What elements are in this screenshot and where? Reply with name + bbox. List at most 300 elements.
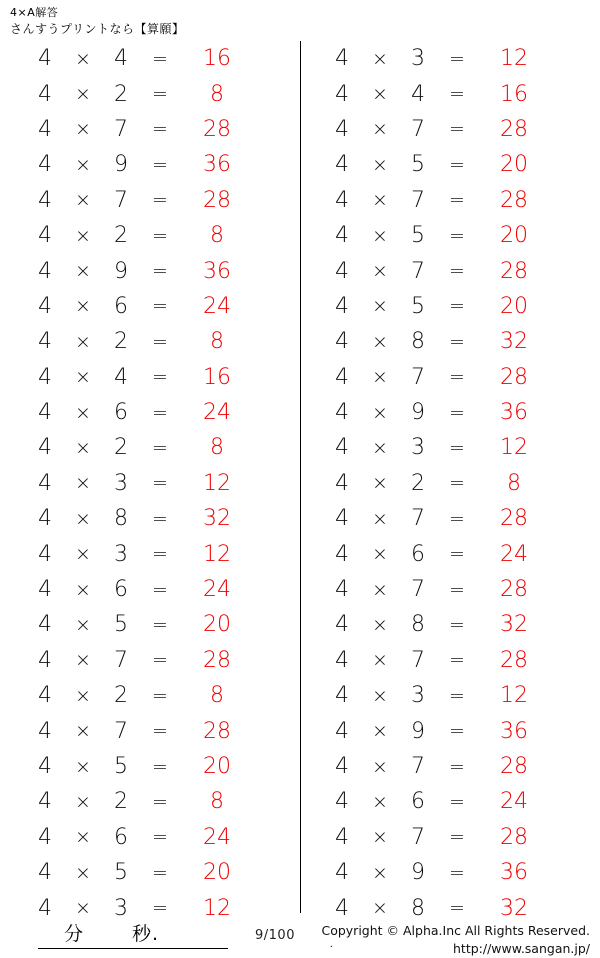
problem-row: [0, 749, 300, 784]
page-number: 9/100: [255, 928, 295, 943]
operand-b: 9: [411, 718, 425, 744]
answer-value: 36: [500, 400, 528, 426]
operand-b: 7: [411, 187, 425, 213]
equals-icon: =: [449, 543, 465, 566]
multiply-icon: ×: [75, 720, 91, 743]
multiply-icon: ×: [372, 578, 388, 601]
answer-value: 12: [500, 683, 528, 709]
operand-a: 4: [335, 187, 349, 213]
operand-a: 4: [38, 860, 52, 886]
operand-a: 4: [335, 470, 349, 496]
problem-row: [0, 607, 300, 642]
operand-b: 8: [411, 895, 425, 921]
answer-value: 36: [500, 718, 528, 744]
equals-icon: =: [152, 436, 168, 459]
answer-value: 12: [203, 541, 231, 567]
equals-icon: =: [152, 578, 168, 601]
operand-b: 6: [114, 824, 128, 850]
equals-icon: =: [449, 295, 465, 318]
operand-a: 4: [38, 506, 52, 532]
equals-icon: =: [152, 861, 168, 884]
operand-a: 4: [335, 364, 349, 390]
operand-b: 9: [114, 258, 128, 284]
answer-value: 24: [500, 789, 528, 815]
operand-b: 5: [114, 612, 128, 638]
operand-a: 4: [335, 435, 349, 461]
multiply-icon: ×: [372, 366, 388, 389]
answer-value: 24: [203, 400, 231, 426]
answer-value: 20: [500, 223, 528, 249]
operand-b: 7: [114, 187, 128, 213]
answer-value: 20: [500, 293, 528, 319]
multiply-icon: ×: [75, 861, 91, 884]
equals-icon: =: [152, 83, 168, 106]
multiply-icon: ×: [372, 755, 388, 778]
problem-row: [301, 572, 600, 607]
equals-icon: =: [449, 507, 465, 530]
multiply-icon: ×: [75, 436, 91, 459]
answer-value: 28: [500, 187, 528, 213]
operand-b: 3: [114, 895, 128, 921]
operand-a: 4: [38, 612, 52, 638]
operand-a: 4: [38, 364, 52, 390]
operand-a: 4: [38, 683, 52, 709]
operand-b: 8: [411, 329, 425, 355]
operand-a: 4: [335, 824, 349, 850]
operand-a: 4: [38, 895, 52, 921]
answer-value: 20: [500, 152, 528, 178]
multiply-icon: ×: [75, 189, 91, 212]
equals-icon: =: [449, 436, 465, 459]
operand-a: 4: [335, 329, 349, 355]
multiply-icon: ×: [372, 83, 388, 106]
answer-value: 28: [500, 754, 528, 779]
multiply-icon: ×: [75, 366, 91, 389]
equals-icon: =: [152, 366, 168, 389]
problem-row: [301, 749, 600, 784]
answer-value: 12: [203, 895, 231, 921]
problem-row: [301, 147, 600, 182]
equals-icon: =: [449, 861, 465, 884]
multiply-icon: ×: [75, 224, 91, 247]
operand-b: 5: [411, 293, 425, 319]
multiply-icon: ×: [75, 684, 91, 707]
multiply-icon: ×: [75, 401, 91, 424]
equals-icon: =: [449, 83, 465, 106]
operand-a: 4: [335, 152, 349, 178]
operand-a: 4: [38, 258, 52, 284]
operand-a: 4: [335, 789, 349, 815]
answer-value: 32: [203, 506, 231, 532]
site-url[interactable]: http://www.sangan.jp/: [453, 941, 590, 957]
minutes-label: 分: [64, 923, 85, 945]
problem-row: [0, 183, 300, 218]
right-column-rows: [301, 41, 600, 926]
answer-value: 28: [500, 116, 528, 142]
operand-b: 7: [411, 364, 425, 390]
problem-row: [301, 395, 600, 430]
problem-row: [301, 607, 600, 642]
problem-row: [301, 218, 600, 253]
problem-row: [0, 713, 300, 748]
problem-row: [0, 678, 300, 713]
operand-b: 7: [411, 647, 425, 673]
multiply-icon: ×: [75, 118, 91, 141]
multiply-icon: ×: [372, 295, 388, 318]
equals-icon: =: [152, 224, 168, 247]
answer-value: 20: [203, 612, 231, 638]
operand-b: 2: [114, 435, 128, 461]
equals-icon: =: [152, 472, 168, 495]
equals-icon: =: [449, 613, 465, 636]
equals-icon: =: [152, 295, 168, 318]
answer-value: 28: [500, 577, 528, 603]
problem-row: [301, 643, 600, 678]
equals-icon: =: [152, 330, 168, 353]
left-column: [0, 41, 300, 921]
multiply-icon: ×: [372, 720, 388, 743]
answer-value: 8: [210, 81, 224, 107]
answer-value: 28: [500, 824, 528, 850]
operand-a: 4: [38, 470, 52, 496]
operand-a: 4: [38, 718, 52, 744]
header-subtitle: さんすうプリントなら【算願】: [10, 21, 185, 36]
problem-row: [301, 289, 600, 324]
multiply-icon: ×: [372, 401, 388, 424]
operand-b: 3: [411, 683, 425, 709]
answer-value: 36: [203, 152, 231, 178]
problem-row: [301, 112, 600, 147]
multiply-icon: ×: [372, 47, 388, 70]
problem-row: [0, 289, 300, 324]
operand-b: 6: [411, 789, 425, 815]
answer-value: 28: [203, 187, 231, 213]
operand-b: 2: [411, 470, 425, 496]
operand-b: 4: [114, 46, 128, 72]
operand-a: 4: [38, 754, 52, 779]
operand-b: 8: [114, 506, 128, 532]
copyright-block: [321, 922, 590, 958]
operand-a: 4: [335, 718, 349, 744]
answer-value: 8: [210, 789, 224, 815]
problem-row: [0, 572, 300, 607]
copyright-text: Copyright © Alpha.Inc All Rights Reserved.: [321, 923, 590, 938]
operand-a: 4: [335, 683, 349, 709]
operand-b: 9: [411, 860, 425, 886]
multiply-icon: ×: [75, 613, 91, 636]
left-column-rows: [0, 41, 300, 926]
equals-icon: =: [449, 260, 465, 283]
answer-value: 36: [500, 860, 528, 886]
answer-value: 16: [203, 46, 231, 72]
operand-a: 4: [335, 116, 349, 142]
equals-icon: =: [152, 684, 168, 707]
operand-a: 4: [335, 293, 349, 319]
answer-value: 20: [203, 860, 231, 886]
answer-value: 32: [500, 895, 528, 921]
multiply-icon: ×: [75, 578, 91, 601]
operand-a: 4: [38, 293, 52, 319]
operand-a: 4: [335, 647, 349, 673]
multiply-icon: ×: [372, 543, 388, 566]
answer-value: 24: [203, 293, 231, 319]
operand-b: 7: [411, 824, 425, 850]
answer-value: 32: [500, 612, 528, 638]
multiply-icon: ×: [75, 153, 91, 176]
operand-b: 8: [411, 612, 425, 638]
problem-row: [0, 324, 300, 359]
equals-icon: =: [449, 720, 465, 743]
problem-row: [301, 855, 600, 890]
operand-a: 4: [38, 116, 52, 142]
problem-row: [0, 820, 300, 855]
answer-value: 24: [500, 541, 528, 567]
operand-b: 3: [114, 470, 128, 496]
answer-value: 28: [203, 116, 231, 142]
operand-b: 2: [114, 789, 128, 815]
equals-icon: =: [152, 543, 168, 566]
operand-a: 4: [38, 187, 52, 213]
page-footer: [0, 912, 600, 957]
operand-a: 4: [335, 258, 349, 284]
problem-row: [0, 855, 300, 890]
multiply-icon: ×: [372, 436, 388, 459]
answer-value: 28: [203, 718, 231, 744]
right-column: [300, 41, 600, 921]
operand-b: 5: [114, 860, 128, 886]
problem-row: [0, 395, 300, 430]
problem-row: [0, 466, 300, 501]
operand-a: 4: [38, 152, 52, 178]
equals-icon: =: [449, 790, 465, 813]
multiply-icon: ×: [75, 543, 91, 566]
operand-b: 6: [411, 541, 425, 567]
operand-b: 6: [114, 400, 128, 426]
multiply-icon: ×: [372, 153, 388, 176]
answer-value: 28: [500, 647, 528, 673]
multiply-icon: ×: [372, 897, 388, 920]
problem-row: [0, 41, 300, 76]
multiply-icon: ×: [372, 224, 388, 247]
answer-value: 24: [203, 577, 231, 603]
problem-row: [301, 76, 600, 111]
operand-b: 7: [411, 506, 425, 532]
problem-row: [301, 360, 600, 395]
multiply-icon: ×: [372, 790, 388, 813]
operand-b: 7: [411, 258, 425, 284]
page-header: [10, 6, 590, 37]
multiply-icon: ×: [372, 507, 388, 530]
equals-icon: =: [152, 47, 168, 70]
answer-value: 28: [500, 364, 528, 390]
operand-b: 2: [114, 329, 128, 355]
operand-b: 5: [114, 754, 128, 779]
equals-icon: =: [152, 720, 168, 743]
answer-value: 8: [210, 435, 224, 461]
equals-icon: =: [152, 507, 168, 530]
operand-a: 4: [38, 824, 52, 850]
operand-b: 7: [411, 577, 425, 603]
operand-b: 4: [114, 364, 128, 390]
operand-b: 9: [411, 400, 425, 426]
operand-b: 6: [114, 293, 128, 319]
operand-b: 2: [114, 223, 128, 249]
answer-value: 32: [500, 329, 528, 355]
multiply-icon: ×: [372, 472, 388, 495]
operand-b: 7: [114, 116, 128, 142]
answer-value: 8: [210, 683, 224, 709]
equals-icon: =: [449, 826, 465, 849]
answer-value: 28: [500, 258, 528, 284]
multiply-icon: ×: [372, 861, 388, 884]
operand-b: 4: [411, 81, 425, 107]
multiply-icon: ×: [75, 330, 91, 353]
equals-icon: =: [449, 472, 465, 495]
equals-icon: =: [152, 260, 168, 283]
problem-row: [301, 324, 600, 359]
answer-value: 8: [210, 223, 224, 249]
equals-icon: =: [449, 153, 465, 176]
operand-a: 4: [38, 400, 52, 426]
answer-value: 20: [203, 754, 231, 779]
answer-value: 12: [500, 435, 528, 461]
equals-icon: =: [152, 613, 168, 636]
multiply-icon: ×: [75, 826, 91, 849]
answer-value: 12: [203, 470, 231, 496]
problem-row: [301, 820, 600, 855]
equals-icon: =: [152, 401, 168, 424]
equals-icon: =: [152, 118, 168, 141]
multiply-icon: ×: [75, 649, 91, 672]
answer-value: 36: [203, 258, 231, 284]
problem-row: [0, 501, 300, 536]
operand-b: 7: [114, 718, 128, 744]
equals-icon: =: [449, 47, 465, 70]
answer-value: 16: [203, 364, 231, 390]
operand-a: 4: [335, 223, 349, 249]
operand-a: 4: [38, 577, 52, 603]
operand-b: 3: [411, 46, 425, 72]
multiply-icon: ×: [372, 826, 388, 849]
equals-icon: =: [152, 790, 168, 813]
operand-b: 3: [411, 435, 425, 461]
problem-row: [301, 41, 600, 76]
equals-icon: =: [449, 118, 465, 141]
problem-columns: [0, 41, 600, 921]
equals-icon: =: [152, 153, 168, 176]
equals-icon: =: [152, 649, 168, 672]
operand-a: 4: [38, 81, 52, 107]
equals-icon: =: [449, 189, 465, 212]
operand-a: 4: [38, 541, 52, 567]
seconds-label: 秒.: [132, 923, 160, 945]
operand-a: 4: [38, 223, 52, 249]
answer-value: 16: [500, 81, 528, 107]
problem-row: [0, 147, 300, 182]
operand-a: 4: [335, 612, 349, 638]
operand-b: 2: [114, 81, 128, 107]
multiply-icon: ×: [372, 330, 388, 353]
operand-a: 4: [335, 81, 349, 107]
equals-icon: =: [449, 755, 465, 778]
answer-value: 8: [210, 329, 224, 355]
multiply-icon: ×: [75, 295, 91, 318]
multiply-icon: ×: [75, 790, 91, 813]
operand-a: 4: [335, 754, 349, 779]
problem-row: [0, 536, 300, 571]
operand-a: 4: [335, 577, 349, 603]
operand-a: 4: [335, 895, 349, 921]
problem-row: [301, 678, 600, 713]
problem-row: [0, 643, 300, 678]
problem-row: [301, 536, 600, 571]
operand-a: 4: [38, 329, 52, 355]
multiply-icon: ×: [75, 83, 91, 106]
operand-a: 4: [335, 860, 349, 886]
operand-a: 4: [335, 541, 349, 567]
equals-icon: =: [449, 224, 465, 247]
problem-row: [0, 76, 300, 111]
multiply-icon: ×: [75, 755, 91, 778]
answer-value: 8: [507, 470, 521, 496]
problem-row: [0, 218, 300, 253]
operand-a: 4: [335, 46, 349, 72]
problem-row: [0, 784, 300, 819]
multiply-icon: ×: [372, 260, 388, 283]
problem-row: [301, 713, 600, 748]
operand-b: 9: [114, 152, 128, 178]
operand-b: 7: [411, 116, 425, 142]
problem-row: [301, 501, 600, 536]
time-entry-field[interactable]: [38, 920, 228, 949]
answer-value: 28: [500, 506, 528, 532]
problem-row: [301, 430, 600, 465]
answer-value: 12: [500, 46, 528, 72]
answer-value: 28: [203, 647, 231, 673]
problem-row: [0, 253, 300, 288]
multiply-icon: ×: [372, 649, 388, 672]
problem-row: [301, 183, 600, 218]
operand-a: 4: [335, 400, 349, 426]
answer-value: 24: [203, 824, 231, 850]
equals-icon: =: [152, 826, 168, 849]
operand-b: 7: [411, 754, 425, 779]
multiply-icon: ×: [75, 260, 91, 283]
problem-row: [0, 360, 300, 395]
problem-row: [301, 466, 600, 501]
equals-icon: =: [449, 649, 465, 672]
problem-row: [301, 253, 600, 288]
multiply-icon: ×: [372, 118, 388, 141]
operand-b: 7: [114, 647, 128, 673]
multiply-icon: ×: [75, 507, 91, 530]
multiply-icon: ×: [75, 897, 91, 920]
multiply-icon: ×: [372, 684, 388, 707]
operand-a: 4: [38, 435, 52, 461]
equals-icon: =: [449, 401, 465, 424]
multiply-icon: ×: [372, 189, 388, 212]
equals-icon: =: [449, 684, 465, 707]
problem-row: [0, 430, 300, 465]
equals-icon: =: [152, 189, 168, 212]
multiply-icon: ×: [75, 472, 91, 495]
equals-icon: =: [449, 330, 465, 353]
operand-b: 5: [411, 223, 425, 249]
operand-b: 5: [411, 152, 425, 178]
equals-icon: =: [152, 897, 168, 920]
multiply-icon: ×: [372, 613, 388, 636]
operand-b: 2: [114, 683, 128, 709]
